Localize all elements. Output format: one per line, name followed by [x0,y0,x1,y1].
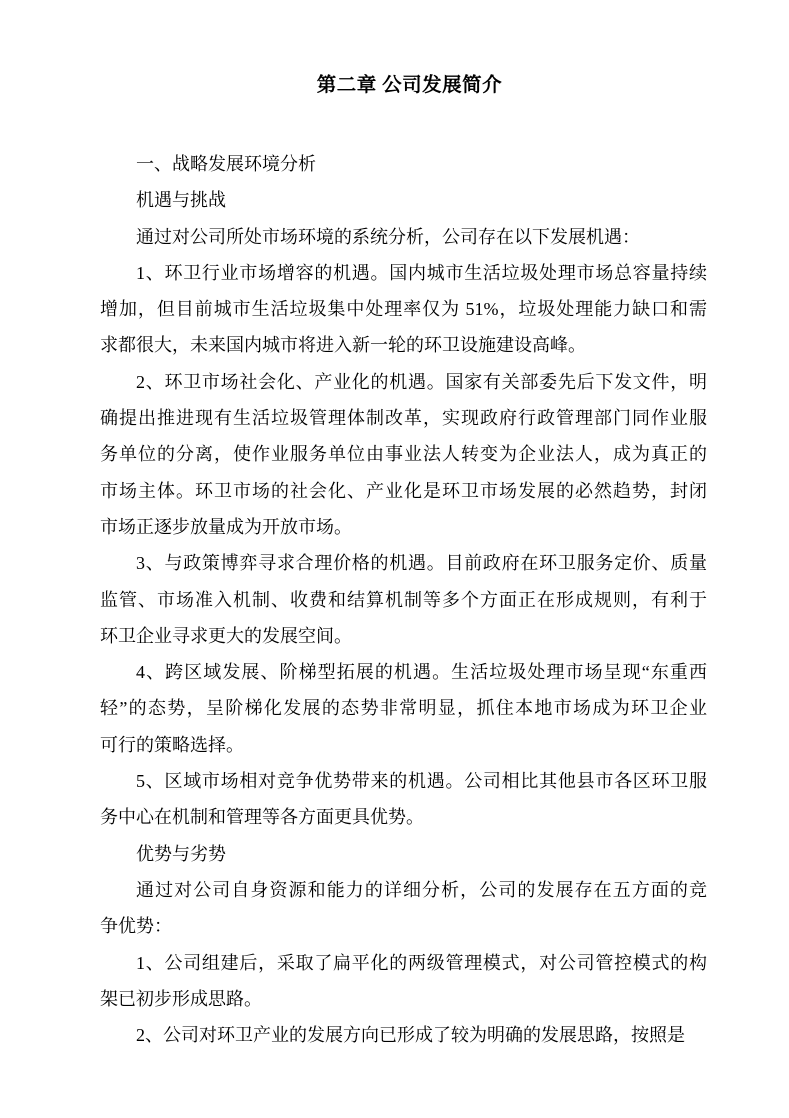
text-line: 5、区域市场相对竞争优势带来的机遇。公司相比其他县市各区环卫服 [136,771,707,792]
paragraph [100,545,707,654]
paragraph [100,182,707,218]
paragraph [100,872,707,945]
text-line: 3、与政策博弈寻求合理价格的机遇。目前政府在环卫服务定价、质量 [136,553,707,574]
text-line: 机遇与挑战 [136,190,226,211]
text-line: 监管、市场准入机制、收费和结算机制等多个方面正在形成规则，有利于 [100,589,707,610]
text-line: 市场主体。环卫市场的社会化、产业化是环卫市场发展的必然趋势，封闭 [100,480,707,501]
page-title: 第二章 公司发展简介 [316,75,503,96]
text-line: 2、环卫市场社会化、产业化的机遇。国家有关部委先后下发文件，明 [136,371,707,392]
text-line: 4、跨区域发展、阶梯型拓展的机遇。生活垃圾处理市场呈现“东重西 [136,662,707,683]
paragraph [100,146,707,182]
paragraph [100,219,707,255]
text-line: 可行的策略选择。 [100,734,244,755]
text-line: 通过对公司所处市场环境的系统分析，公司存在以下发展机遇： [136,226,640,247]
text-line: 1、环卫行业市场增容的机遇。国内城市生活垃圾处理市场总容量持续 [136,262,707,283]
paragraph [100,763,707,836]
text-line: 一、战略发展环境分析 [136,154,316,174]
text-line: 优势与劣势 [136,843,226,864]
paragraph [100,1017,707,1053]
text-line: 务单位的分离，使作业服务单位由事业法人转变为企业法人，成为真正的 [100,444,707,465]
text-line: 1、公司组建后，采取了扁平化的两级管理模式，对公司管控模式的构 [136,952,707,973]
text-line: 增加，但目前城市生活垃圾集中处理率仅为 51%，垃圾处理能力缺口和需 [100,299,707,320]
paragraph [100,364,707,545]
text-line: 环卫企业寻求更大的发展空间。 [100,625,352,646]
paragraph [100,945,707,1018]
paragraph [100,654,707,763]
paragraph [100,836,707,872]
text-line: 求都很大，未来国内城市将进入新一轮的环卫设施建设高峰。 [100,335,586,356]
text-line: 务中心在机制和管理等各方面更具优势。 [100,807,424,828]
text-line: 轻”的态势，呈阶梯化发展的态势非常明显，抓住本地市场成为环卫企业 [100,698,707,719]
text-line: 架已初步形成思路。 [100,988,262,1009]
text-line: 确提出推进现有生活垃圾管理体制改革，实现政府行政管理部门同作业服 [100,408,707,429]
text-line: 通过对公司自身资源和能力的详细分析，公司的发展存在五方面的竞 [136,879,707,900]
document-body [100,146,707,1053]
text-line: 2、公司对环卫产业的发展方向已形成了较为明确的发展思路，按照是 [136,1025,685,1046]
paragraph [100,255,707,364]
text-line: 市场正逐步放量成为开放市场。 [100,516,352,537]
text-line: 争优势： [100,916,172,937]
